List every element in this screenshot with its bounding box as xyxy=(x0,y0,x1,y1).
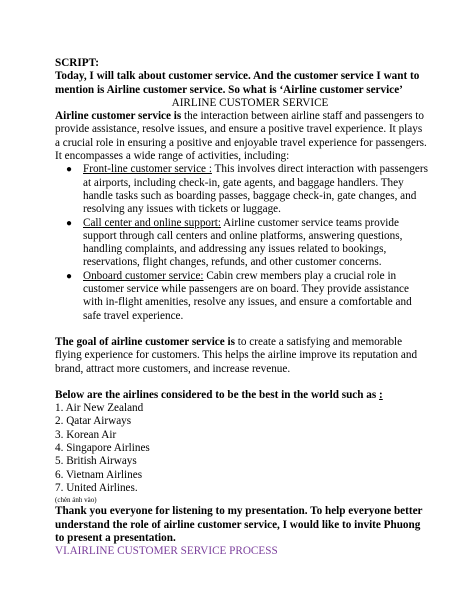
bullet-frontline: ● Front-line customer service : This involves direct interaction with passengers at airports, including check-in, gate agents, and baggage handlers. They handle tasks such as boarding passes, baggage check-in, gate changes, and resolving any issues with tickets or luggage. xyxy=(65,163,428,216)
paragraph-gap xyxy=(55,376,445,389)
script-label: SCRIPT: xyxy=(55,57,99,69)
airline-item: 3. Korean Air xyxy=(55,428,117,441)
airline-item: 5. British Airways xyxy=(55,455,137,468)
goal-line-1: The goal of airline customer service is to create a satisfying and memorable xyxy=(55,335,403,348)
next-section-heading: VI.AIRLINE CUSTOMER SERVICE PROCESS xyxy=(55,545,278,558)
bullet-term: Front-line customer service : xyxy=(83,163,212,176)
bullet-term: Call center and online support: xyxy=(83,216,221,229)
bullet-icon: ● xyxy=(65,270,73,282)
best-airlines-heading: Below are the airlines considered to be the best in the world such as : xyxy=(55,388,383,401)
definition-line-2: provide assistance, resolve issues, and ensure a positive travel experience. It plays xyxy=(55,123,423,136)
closing-line-2: understand the role of airline customer service, I would like to invite Phuong xyxy=(55,518,421,531)
goal-line-2: flying experience for customers. This helps the airline improve its reputation and xyxy=(55,349,418,362)
bullet-call-center: ● Call center and online support: Airline customer service teams provide support through call centers and online platforms, answering questions, handling complaints, and addressing any issues related to bookings, reservations, flight changes, refunds, and other customer concerns. xyxy=(65,216,403,269)
goal-line-3: brand, attract more customers, and increase revenue. xyxy=(55,362,291,375)
closing-line-3: to present a presentation. xyxy=(55,531,176,544)
intro-line-2: mention is Airline customer service. So what is ‘Airline customer service’ xyxy=(55,83,403,96)
airline-item: 7. United Airlines. xyxy=(55,481,138,494)
image-note: (chèn ảnh vào) xyxy=(55,496,97,505)
airline-item: 6. Vietnam Airlines xyxy=(55,468,143,481)
section-title: AIRLINE CUSTOMER SERVICE xyxy=(171,96,329,109)
airline-item: 1. Air New Zealand xyxy=(55,402,144,415)
document-page xyxy=(55,57,445,558)
airline-item: 2. Qatar Airways xyxy=(55,415,132,428)
intro-line-1: Today, I will talk about customer service. And the customer service I want to xyxy=(55,70,420,83)
paragraph-gap xyxy=(55,323,445,336)
bullet-icon: ● xyxy=(65,164,73,176)
definition-line-4: It encompasses a wide range of activities, including: xyxy=(55,150,290,163)
bullet-term: Onboard customer service: xyxy=(83,269,204,282)
definition-line-3: a crucial role in ensuring a positive and enjoyable travel experience for passengers. xyxy=(55,136,427,149)
closing-line-1: Thank you everyone for listening to my presentation. To help everyone better xyxy=(55,505,423,518)
bullet-onboard: ● Onboard customer service: Cabin crew members play a crucial role in customer service while passengers are on board. They provide assistance with in-flight amenities, resolve any issues, and ensure a comfortable and safe travel experience. xyxy=(65,269,412,322)
airline-item: 4. Singapore Airlines xyxy=(55,442,150,455)
bullet-icon: ● xyxy=(65,217,73,229)
definition-line-1: Airline customer service is the interaction between airline staff and passengers to xyxy=(55,110,424,123)
